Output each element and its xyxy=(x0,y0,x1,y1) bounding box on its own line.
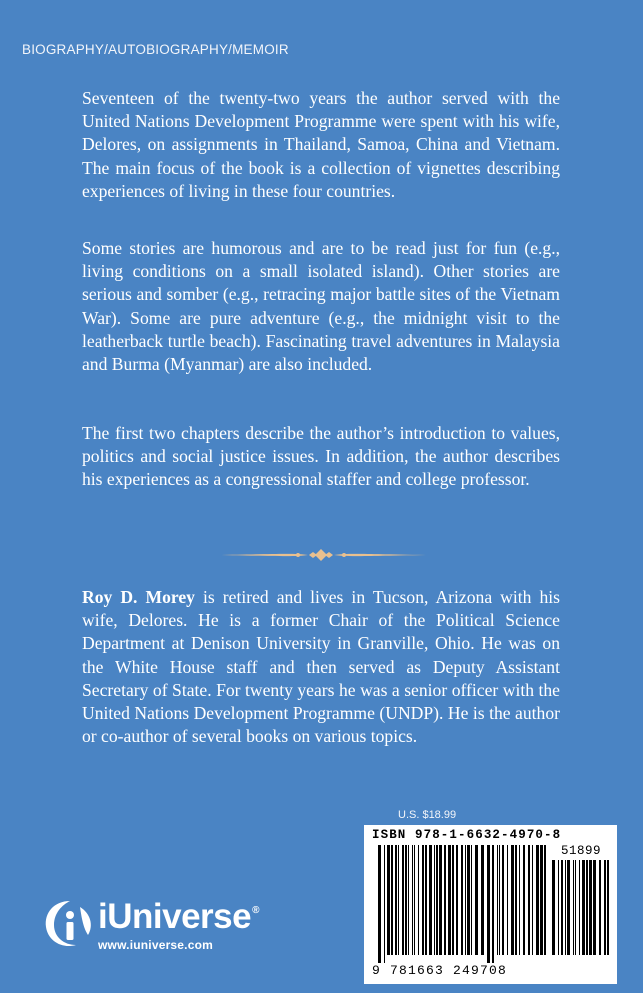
author-name: Roy D. Morey xyxy=(82,587,195,607)
barcode-bar xyxy=(444,845,446,955)
barcode-bar xyxy=(461,845,463,955)
barcode-bar xyxy=(405,845,407,955)
barcode-bar xyxy=(391,845,393,955)
barcode-bar xyxy=(565,860,566,955)
barcode-bar xyxy=(412,845,413,955)
barcode-bar xyxy=(536,845,539,955)
barcode-bar xyxy=(573,860,574,955)
barcode-bar xyxy=(408,845,409,955)
barcode-bar xyxy=(456,845,458,955)
barcode-bar xyxy=(593,860,596,955)
barcode-bar xyxy=(475,845,478,955)
barcode-bar xyxy=(544,845,546,955)
barcode-bar xyxy=(492,845,494,963)
barcode-bar xyxy=(515,845,517,955)
barcode-bar xyxy=(604,860,606,955)
price-label: U.S. $18.99 xyxy=(398,809,457,821)
barcode-bar xyxy=(519,845,520,955)
barcode-bar xyxy=(418,845,419,955)
barcode-bar xyxy=(481,845,484,955)
barcode-bar xyxy=(465,845,466,955)
barcode-bar xyxy=(471,845,472,955)
barcode-bar xyxy=(607,860,609,955)
barcode-bars xyxy=(378,845,548,963)
barcode-bar xyxy=(422,845,424,955)
barcode-bar xyxy=(395,845,397,955)
barcode-bar xyxy=(452,845,454,955)
barcode-bar xyxy=(579,860,580,955)
blurb-paragraph-1: Seventeen of the twenty-two years the author served with the United Nations Development Programme were spent with his wife, Delores, on assignments in Thailand, Samoa, China and Vietnam. The main focus of the book is a collection of vignettes describing experiences of living in these four countries. xyxy=(82,88,560,201)
iuniverse-swirl-icon xyxy=(40,895,96,951)
publisher-name: iUniverse® xyxy=(98,897,259,936)
barcode-bar xyxy=(540,845,543,955)
barcode-bar xyxy=(507,845,508,955)
barcode-bar xyxy=(589,860,592,955)
author-bio xyxy=(82,586,560,748)
publisher-url[interactable]: www.iuniverse.com xyxy=(98,938,213,952)
barcode-bar xyxy=(434,845,435,955)
author-bio-text: is retired and lives in Tucson, Arizona with his wife, Delores. He is a former Chair of the Political Science Department at Denison University in Granville, Ohio. He was on the White House staff and then served as Deputy Assistant Secretary of State. For twenty years he was a senior officer with the United Nations Development Programme (UNDP). He is the author or co-author of several books on various topics. xyxy=(82,587,561,747)
barcode-bar xyxy=(487,845,490,963)
barcode xyxy=(364,825,617,984)
barcode-bar xyxy=(387,845,390,955)
price-code: 51899 xyxy=(561,844,602,858)
barcode-bar xyxy=(528,845,530,955)
barcode-bar xyxy=(378,845,381,963)
barcode-bar xyxy=(558,860,559,955)
category-label: BIOGRAPHY/AUTOBIOGRAPHY/MEMOIR xyxy=(22,42,289,57)
isbn-text: ISBN 978-1-6632-4970-8 xyxy=(372,828,562,842)
barcode-bar xyxy=(497,845,498,955)
barcode-bar xyxy=(582,860,585,955)
barcode-bar xyxy=(552,860,555,955)
barcode-bar xyxy=(448,845,451,955)
divider-ornament xyxy=(214,546,428,564)
barcode-bar xyxy=(384,845,385,963)
barcode-bar xyxy=(439,845,442,955)
barcode-bar xyxy=(599,860,601,955)
barcode-bar xyxy=(586,860,588,955)
barcode-bar xyxy=(436,845,438,955)
publisher-logo[interactable] xyxy=(40,893,290,955)
barcode-digits: 9 781663 249708 xyxy=(372,963,508,978)
barcode-bar xyxy=(467,845,470,955)
barcode-bar xyxy=(398,845,399,955)
barcode-bar xyxy=(575,860,576,955)
barcode-bar xyxy=(429,845,432,955)
barcode-bar xyxy=(567,860,570,955)
barcode-addon-bars xyxy=(552,860,610,963)
barcode-bar xyxy=(402,845,404,955)
blurb-paragraph-2: Some stories are humorous and are to be read just for fun (e.g., living conditions on a small isolated island). Other stories are serious and somber (e.g., retracing major battle sites of the Vietnam War). Some are pure adventure (e.g., the midnight visit to the leatherback turtle beach). Fascinating travel adventures in Malaysia and Burma (Myanmar) are also included. xyxy=(82,238,560,375)
barcode-bar xyxy=(532,845,533,955)
barcode-bar xyxy=(561,860,563,955)
barcode-bar xyxy=(414,845,415,955)
barcode-bar xyxy=(502,845,504,955)
barcode-bar xyxy=(499,845,500,955)
barcode-bar xyxy=(425,845,427,955)
barcode-bar xyxy=(511,845,514,955)
blurb-paragraph-3: The first two chapters describe the author’s introduction to values, politics and social justice issues. In addition, the author describes his experiences as a congressional staffer and college professor. xyxy=(82,423,560,490)
barcode-bar xyxy=(523,845,525,955)
